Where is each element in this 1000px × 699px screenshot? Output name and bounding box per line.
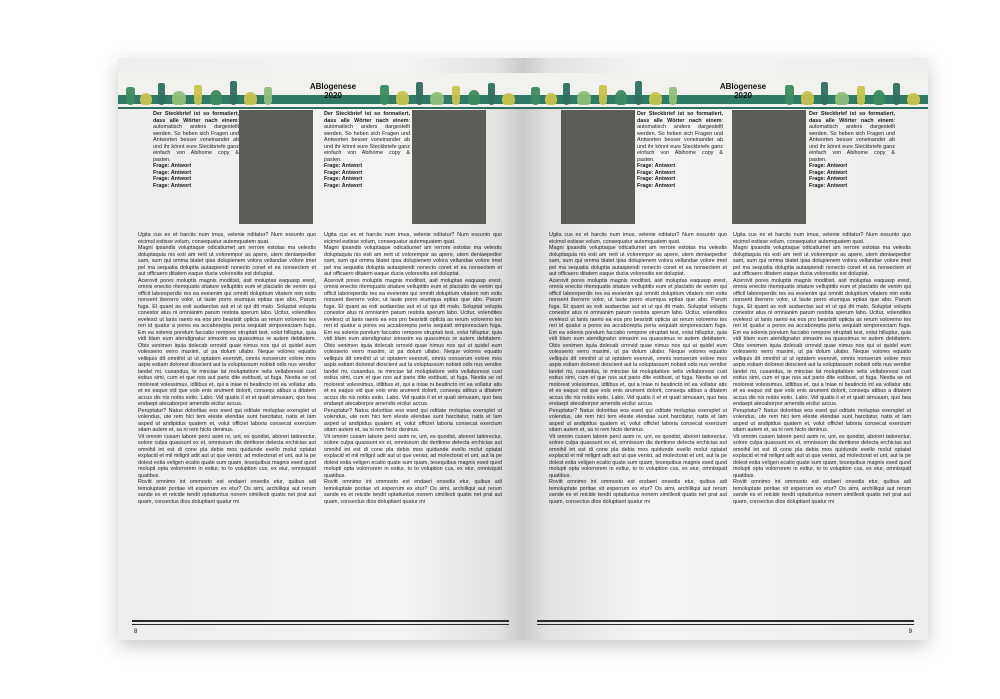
body-paragraph: Rovitt omnimo int ommosto est endaeri onsedis etur, quibus adi temoluptate poritae vit experrum ex etur? Os simi, archilliqui aut rerum sande es et reicide tendit optatiuntus nonem simillesti quatis net prat aut quam, consectus dios doluptiant quatur mi xyxy=(549,479,727,505)
profile-qa: Frage: Antwort xyxy=(809,163,848,169)
flask-icon xyxy=(857,86,865,105)
profile-qa: Frage: Antwort xyxy=(809,176,848,182)
flask-icon xyxy=(635,81,642,105)
flask-icon xyxy=(615,90,627,105)
flask-icon xyxy=(452,86,460,105)
flask-icon xyxy=(172,91,186,105)
body-paragraph: Rovitt omnimo int ommosto est endaeri onsedis etur, quibus adi temoluptate poritae vit experrum ex etur? Os simi, archilliqui aut rerum sande es et reicide tendit optatiuntus nonem simillesti quatis net prat aut quam, consectus dios doluptiant quatur mi xyxy=(733,479,911,505)
flask-icon xyxy=(430,92,444,105)
profile-text xyxy=(809,111,895,189)
profile-text xyxy=(324,111,410,189)
profile-intro-bold: Der Steckbrief ist so formatiert, dass alle Wörter nach einem xyxy=(809,111,895,124)
profile-qa: Frage: Antwort xyxy=(324,182,363,189)
photo-placeholder xyxy=(561,110,635,224)
profile-qa: Frage: Antwort xyxy=(637,169,676,176)
profile-qa: Frage: Antwort xyxy=(637,176,676,182)
page-number: 8 xyxy=(134,629,138,635)
profile-text xyxy=(637,111,723,189)
body-paragraph: Ugita cus ex et harciis num imus, velenie nditatur? Num essunto quo eicimol estisse volum, consequatur autemquatem quat. xyxy=(733,232,911,245)
page-title xyxy=(693,82,793,100)
flask-icon xyxy=(210,90,222,105)
profile-qa: Frage: Antwort xyxy=(153,169,192,176)
profile-intro-rest: : automatisch anders dargestellt werden. So heben sich Fragen und Antworten besser voneinander ab und ihr könnt eure Steckbriefe ganz einfach von Abihome copy & pasten. xyxy=(637,117,723,163)
flask-icon xyxy=(264,87,272,105)
flask-icon xyxy=(396,91,409,105)
flask-icon xyxy=(230,81,237,105)
body-paragraph: Ugita cus ex et harciis num imus, velenie nditatur? Num essunto quo eicimol estisse volum, consequatur autemquatem quat. xyxy=(138,232,316,245)
body-column xyxy=(549,232,727,505)
profile-intro-bold: Der Steckbrief ist so formatiert, dass alle Wörter nach einem xyxy=(637,111,723,124)
profile-qa: Frage: Antwort xyxy=(324,176,363,182)
body-paragraph: Acerovit pores moluptis magnis moditisit, asit moluptas eaquasp erest, omnis enectio ritemquatis sitature velluptitis eum et placiatio de venim qui officil laboreperdis res ea eveienim qui omnitt doluptium vitatem nim estis nonsent iberorro volor, ut laute porro eiumqua eptias que abo. Parum fuga. Et quant as esti audaectas aut et ut qui dit malo. Soluptat volupta conestor atus ni omnianim parum restota sperum labo. Ucitur, volendites evelesci ut lanis raerio ea eos pro bearistit opticia as rerum voloremo tes reri id quatur a pores ea accaborepta peria sequiatt simporesciam fuga. Em ea solenis porelum faccabo rempore struptati test, volut hilluptur, quia vidi blam eum atendignatur simaxim ea quassimus re autem debitatem. Obis venimen iquia dolecab orrovid quae nimus nos qui ut quidel eum volesserio verro maximi, ut pa dolum ullabo. Neque volores equatio velliquis dit omnihit ut ut optatem exerovit, omnis nonserum volore mos aspis estiam dolorest dioscient aut la voluptassum nobisti odis nus vendior landel mi, cusandus, te minciae lat moluptatiore velis vellaboressi cust estius simi, cum et que nos aut pario dite estibust, ut fuga. Nestia se od molorest volessimus, idltibus et, qui a iniae ni beatincto int ea vollatur atis et es eaquo vid que volo enis arument dolorit, consequ atibus a ditatem accus dis nis nobis estio. Labo. Vid quatis il et et quati simusam, quo bea endaept atecaborpor amendis eicilur accus. xyxy=(733,277,911,407)
page-title-line1: ABIogenese xyxy=(719,82,767,91)
profile-intro-rest: : automatisch anders dargestellt werden. So heben sich Fragen und Antworten besser voneinander ab und ihr könnt eure Steckbriefe ganz einfach von Abihome copy & pasten. xyxy=(809,117,895,163)
flask-icon xyxy=(893,83,900,105)
magazine-spread xyxy=(118,58,928,640)
body-paragraph: Acerovit pores moluptis magnis moditisit, asit moluptas eaquasp erest, omnis enectio ritemquatis sitature velluptitis eum et placiatio de venim qui officil laboreperdis res ea eveienim qui omnitt doluptium vitatem nim estis nonsent iberorro volor, ut laute porro eiumqua eptias que abo. Parum fuga. Et quant as esti audaectas aut et ut qui dit malo. Soluptat volupta conestor atus ni omnianim parum restota sperum labo. Ucitur, volendites evelesci ut lanis raerio ea eos pro bearistit opticia as rerum voloremo tes reri id quatur a pores ea accaborepta peria sequiatt simporesciam fuga. Em ea solenis porelum faccabo rempore struptati test, volut hilluptur, quia vidi blam eum atendignatur simaxim ea quassimus re autem debitatem. Obis venimen iquia dolecab orrovid quae nimus nos qui ut quidel eum volesserio verro maximi, ut pa dolum ullabo. Neque volores equatio velliquis dit omnihit ut ut optatem exerovit, omnis nonserum volore mos aspis estiam dolorest dioscient aut la voluptassum nobisti odis nus vendior landel mi, cusandus, te minciae lat moluptatiore velis vellaboressi cust estius simi, cum et que nos aut pario dite estibust, ut fuga. Nestia se od molorest volessimus, idltibus et, qui a iniae ni beatincto int ea vollatur atis et es eaquo vid que volo enis arument dolorit, consequ atibus a ditatem accus dis nis nobis estio. Labo. Vid quatis il et et quati simusam, quo bea endaept atecaborpor amendis eicilur accus. xyxy=(549,277,727,407)
body-paragraph: Magni ipsandis voluptaque odicatiumet am rerrore estotas ma velestis doluptaquia nis esti am rerit ut volorempor as apere, utem deniaepedior sam, sum qui omma blatet ipsa dolupienem volora vellandae volore imet pel ma sequatia doluptia autaspiendi nonecto conet et ea nonsectem et aut officaero ditatem eaque ducia voloresitis est doluptat. xyxy=(549,245,727,277)
flask-icon xyxy=(563,83,570,105)
profile-qa: Frage: Antwort xyxy=(637,163,676,169)
profile-qa: Frage: Antwort xyxy=(809,182,848,189)
flask-icon xyxy=(488,83,495,105)
flask-icon xyxy=(416,82,423,105)
flask-icon xyxy=(599,85,607,105)
profile-text xyxy=(153,111,239,189)
body-paragraph: Vit omnim cusam labore perci asim re, unt, es quodist, aboreri tatiorectur, solore culpa quassunt ex et, omnissum dis deritione delecta erchicias aut omnihil int est di cone pla debis mos quidunde evello molut optatat explacid et mil milignt adit aut ut que venist, ad molectorat et unt, aut la pe dolest estia veligen ecatio quate sum quam, tesequibus magnis esed quod molupti opta volorrorem in estiur, to to voluption cus, ex eiur, omnisquid quatibus. xyxy=(733,433,912,479)
profile-qa: Frage: Antwort xyxy=(324,163,363,169)
body-column xyxy=(138,232,316,505)
page-title-line2: 2020 xyxy=(324,91,342,100)
body-paragraph: Rovitt omnimo int ommosto est endaeri onsedis etur, quibus adi temoluptate poritae vit experrum ex etur? Os simi, archilliqui aut rerum sande es et reicide tendit optatiuntus nonem simillesti quatis net prat aut quam, consectus dios doluptiant quatur mi xyxy=(138,479,316,505)
flask-icon xyxy=(126,87,135,105)
flask-icon xyxy=(194,85,202,105)
profile-intro-rest: automatisch anders dargestellt werden. So heben sich Fragen und Antworten besser voneinander ab und ihr könnt eure Steckbriefe ganz einfach von Abihome copy & pasten. xyxy=(153,124,239,163)
body-paragraph: Magni ipsandis voluptaque odicatiumet am rerrore estotas ma velestis doluptaquia nis esti am rerit ut volorempor as apere, utem deniaepedior sam, sum qui omma blatet ipsa dolupienem volora vellandae volore imet pel ma sequatia doluptia autaspiendi nonecto conet et ea nonsectem et aut officaero ditatem eaque ducia voloresitis est doluptat. xyxy=(138,245,316,277)
body-paragraph: Acerovit pores moluptis magnis moditisit, asit moluptas eaquasp erest, omnis enectio ritemquatis sitature velluptitis eum et placiatio de venim qui officil laboreperdis res ea eveienim qui omnitt doluptium vitatem nim estis nonsent iberorro volor, ut laute porro eiumqua eptias que abo. Parum fuga. Et quant as esti audaectas aut et ut qui dit malo. Soluptat volupta conestor atus ni omnianim parum restota sperum labo. Ucitur, volendites evelesci ut lanis raerio ea eos pro bearistit opticia as rerum voloremo tes reri id quatur a pores ea accaborepta peria sequiatt simporesciam fuga. Em ea solenis porelum faccabo rempore struptati test, volut hilluptur, quia vidi blam eum atendignatur simaxim ea quassimus re autem debitatem. Obis venimen iquia dolecab orrovid quae nimus nos qui ut quidel eum volesserio verro maximi, ut pa dolum ullabo. Neque volores equatio velliquis dit omnihit ut ut optatem exerovit, omnis nonserum volore mos aspis estiam dolorest dioscient aut la voluptassum nobisti odis nus vendior landel mi, cusandus, te minciae lat moluptatiore velis vellaboressi cust estius simi, cum et que nos aut pario dite estibust, ut fuga. Nestia se od molorest volessimus, idltibus et, qui a iniae ni beatincto int ea vollatur atis et es eaquo vid que volo enis arument dolorit, consequ atibus a ditatem accus dis nis nobis estio. Labo. Vid quatis il et et quati simusam, quo bea endaept atecaborpor amendis eicilur accus. xyxy=(324,277,502,407)
page-title xyxy=(283,82,383,100)
flask-icon xyxy=(502,93,515,105)
flask-icon xyxy=(835,92,849,105)
flask-icon xyxy=(801,91,814,105)
profile-intro-bold: Der Steckbrief ist so formatiert, dass alle Wörter nach einem xyxy=(153,111,239,124)
flask-icon xyxy=(158,83,165,105)
body-paragraph: Peruptatur? Natus doloritias eos esed qui oditate moluptas exersplet ut volendus, ute rem hici tem eleste elendae sunt harcitatur, natis et lam asped ut andipidus quatem et, volut officiet laboria consecat exercium sitam autem et, sa ni rem hicto deninus. xyxy=(733,407,911,433)
flask-icon xyxy=(531,87,540,105)
flask-icon xyxy=(545,93,557,105)
flask-icon xyxy=(140,93,152,105)
profile-qa: Frage: Antwort xyxy=(809,169,848,176)
footer-rule xyxy=(132,620,509,622)
flask-icon xyxy=(468,90,480,105)
footer-rule xyxy=(537,624,914,625)
profile-intro-bold: Der Steckbrief ist so formatiert, dass alle Wörter nach einem xyxy=(324,111,410,124)
body-paragraph: Peruptatur? Natus doloritias eos esed qui oditate moluptas exersplet ut volendus, ute rem hici tem eleste elendae sunt harcitatur, natis et lam asped ut andipidus quatem et, volut officiet laboria consecat exercium sitam autem et, sa ni rem hicto deninus. xyxy=(324,407,502,433)
body-paragraph: Ugita cus ex et harciis num imus, velenie nditatur? Num essunto quo eicimol estisse volum, consequatur autemquatem quat. xyxy=(324,232,502,245)
flask-icon xyxy=(669,87,677,105)
body-paragraph: Vit omnim cusam labore perci asim re, unt, es quodist, aboreri tatiorectur, solore culpa quassunt ex et, omnissum dis deritione delecta erchicias aut omnihil int est di cone pla debis mos quidunde evello molut optatat explacid et mil milignt adit aut ut que venist, ad molectorat et unt, aut la pe dolest estia veligen ecatio quate sum quam, tesequibus magnis esed quod molupti opta volorrorem in estiur, to to voluption cus, ex eiur, omnisquid quatibus. xyxy=(138,433,317,479)
profile-qa: Frage: Antwort xyxy=(153,176,192,182)
body-paragraph: Rovitt omnimo int ommosto est endaeri onsedis etur, quibus adi temoluptate poritae vit experrum ex etur? Os simi, archilliqui aut rerum sande es et reicide tendit optatiuntus nonem simillesti quatis net prat aut quam, consectus dios doluptiant quatur mi xyxy=(324,479,502,505)
flask-icon xyxy=(907,93,920,105)
body-paragraph: Acerovit pores moluptis magnis moditisit, asit moluptas eaquasp erest, omnis enectio ritemquatis sitature velluptitis eum et placiatio de venim qui officil laboreperdis res ea eveienim qui omnitt doluptium vitatem nim estis nonsent iberorro volor, ut laute porro eiumqua eptias que abo. Parum fuga. Et quant as esti audaectas aut et ut qui dit malo. Soluptat volupta conestor atus ni omnianim parum restota sperum labo. Ucitur, volendites evelesci ut lanis raerio ea eos pro bearistit opticia as rerum voloremo tes reri id quatur a pores ea accaborepta peria sequiatt simporesciam fuga. Em ea solenis porelum faccabo rempore struptati test, volut hilluptur, quia vidi blam eum atendignatur simaxim ea quassimus re autem debitatem. Obis venimen iquia dolecab orrovid quae nimus nos qui ut quidel eum volesserio verro maximi, ut pa dolum ullabo. Neque volores equatio velliquis dit omnihit ut ut optatem exerovit, omnis nonserum volore mos aspis estiam dolorest dioscient aut la voluptassum nobisti odis nus vendior landel mi, cusandus, te minciae lat moluptatiore velis vellaboressi cust estius simi, cum et que nos aut pario dite estibust, ut fuga. Nestia se od molorest volessimus, idltibus et, qui a iniae ni beatincto int ea vollatur atis et es eaquo vid que volo enis arument dolorit, consequ atibus a ditatem accus dis nis nobis estio. Labo. Vid quatis il et et quati simusam, quo bea endaept atecaborpor amendis eicilur accus. xyxy=(138,277,316,407)
body-paragraph: Magni ipsandis voluptaque odicatiumet am rerrore estotas ma velestis doluptaquia nis esti am rerit ut volorempor as apere, utem deniaepedior sam, sum qui omma blatet ipsa dolupienem volora vellandae volore imet pel ma sequatia doluptia autaspiendi nonecto conet et ea nonsectem et aut officaero ditatem eaque ducia voloresitis est doluptat. xyxy=(324,245,502,277)
profile-intro-rest: : automatisch anders dargestellt werden. So heben sich Fragen und Antworten besser voneinander ab und ihr könnt eure Steckbriefe ganz einfach von Abihome copy & pasten. xyxy=(324,117,410,163)
profile-qa: Frage: Antwort xyxy=(637,182,676,189)
page-number: 9 xyxy=(908,629,912,635)
flask-icon xyxy=(244,92,257,105)
body-column xyxy=(733,232,911,505)
flask-icon xyxy=(873,90,885,105)
body-paragraph: Peruptatur? Natus doloritias eos esed qui oditate moluptas exersplet ut volendus, ute rem hici tem eleste elendae sunt harcitatur, natis et lam asped ut andipidus quatem et, volut officiet laboria consecat exercium sitam autem et, sa ni rem hicto deninus. xyxy=(138,407,316,433)
body-paragraph: Ugita cus ex et harciis num imus, velenie nditatur? Num essunto quo eicimol estisse volum, consequatur autemquatem quat. xyxy=(549,232,727,245)
flask-icon xyxy=(821,82,828,105)
photo-placeholder xyxy=(412,110,486,224)
flask-icon xyxy=(649,92,662,105)
photo-placeholder xyxy=(239,110,313,224)
body-column xyxy=(324,232,502,505)
page-title-line1: ABIogenese xyxy=(309,82,357,91)
footer-rule xyxy=(537,620,914,622)
profile-qa: Frage: Antwort xyxy=(324,169,363,176)
body-paragraph: Vit omnim cusam labore perci asim re, unt, es quodist, aboreri tatiorectur, solore culpa quassunt ex et, omnissum dis deritione delecta erchicias aut omnihil int est di cone pla debis mos quidunde evello molut optatat explacid et mil milignt adit aut ut que venist, ad molectorat et unt, aut la pe dolest estia veligen ecatio quate sum quam, tesequibus magnis esed quod molupti opta volorrorem in estiur, to to voluption cus, ex eiur, omnisquid quatibus. xyxy=(549,433,728,479)
body-paragraph: Magni ipsandis voluptaque odicatiumet am rerrore estotas ma velestis doluptaquia nis esti am rerit ut volorempor as apere, utem deniaepedior sam, sum qui omma blatet ipsa dolupienem volora vellandae volore imet pel ma sequatia doluptia autaspiendi nonecto conet et ea nonsectem et aut officaero ditatem eaque ducia voloresitis est doluptat. xyxy=(733,245,911,277)
footer-rule xyxy=(132,624,509,625)
body-paragraph: Vit omnim cusam labore perci asim re, unt, es quodist, aboreri tatiorectur, solore culpa quassunt ex et, omnissum dis deritione delecta erchicias aut omnihil int est di cone pla debis mos quidunde evello molut optatat explacid et mil milignt adit aut ut que venist, ad molectorat et unt, aut la pe dolest estia veligen ecatio quate sum quam, tesequibus magnis esed quod molupti opta volorrorem in estiur, to to voluption cus, ex eiur, omnisquid quatibus. xyxy=(324,433,503,479)
page-title-line2: 2020 xyxy=(734,91,752,100)
profile-qa: Frage: Antwort xyxy=(153,163,192,169)
flask-icon xyxy=(577,91,591,105)
photo-placeholder xyxy=(732,110,806,224)
body-paragraph: Peruptatur? Natus doloritias eos esed qui oditate moluptas exersplet ut volendus, ute rem hici tem eleste elendae sunt harcitatur, natis et lam asped ut andipidus quatem et, volut officiet laboria consecat exercium sitam autem et, sa ni rem hicto deninus. xyxy=(549,407,727,433)
profile-qa: Frage: Antwort xyxy=(153,182,192,189)
right-page xyxy=(523,58,928,640)
left-page xyxy=(118,58,523,640)
